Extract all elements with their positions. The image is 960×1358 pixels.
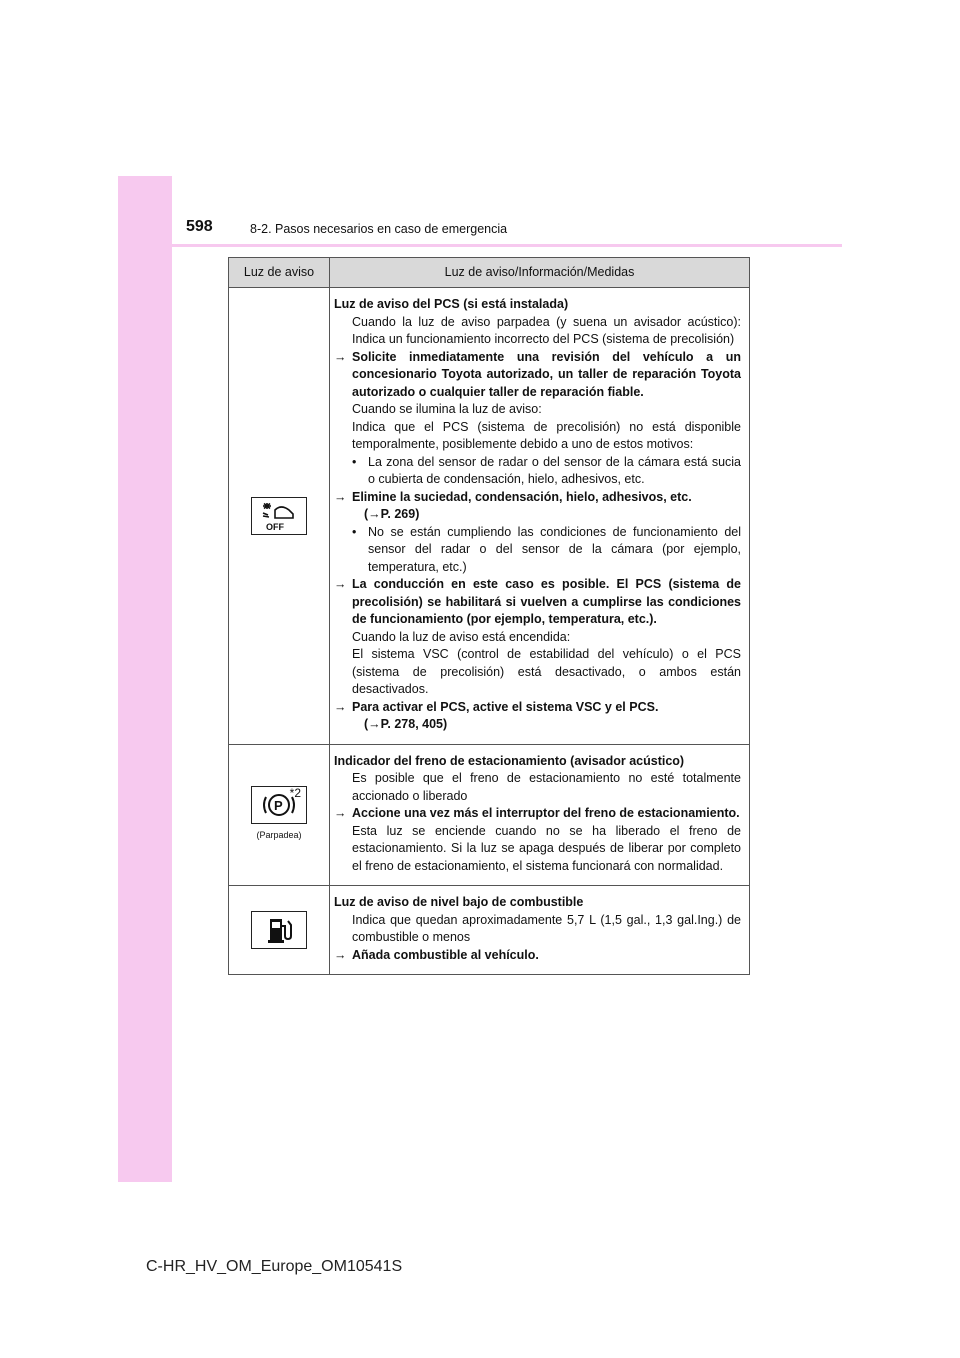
arrow-icon: → bbox=[334, 699, 347, 714]
bullet-icon: • bbox=[352, 524, 357, 539]
table-row-pcs bbox=[229, 288, 750, 745]
page-number: 598 bbox=[186, 218, 213, 235]
row-heading: Indicador del freno de estacionamiento (avisador acústico) bbox=[334, 753, 685, 768]
action-item: → La conducción en este caso es posible. El PCS (sistema de precolisión) se habilitará si vuelven a cumplirse las condiciones de funcionamiento (por ejemplo, temperatura, etc.). bbox=[334, 576, 741, 629]
page-reference: (→P. 269) bbox=[364, 507, 420, 521]
fuel-pump-icon bbox=[251, 911, 307, 949]
action-item: → Elimine la suciedad, condensación, hielo, adhesivos, etc. bbox=[334, 489, 741, 507]
footnote-mark: *2 bbox=[289, 785, 301, 800]
arrow-icon: → bbox=[334, 806, 347, 820]
section-title: 8-2. Pasos necesarios en caso de emergencia bbox=[250, 222, 508, 236]
header-divider bbox=[118, 244, 842, 247]
info-cell bbox=[330, 886, 750, 975]
table-row-fuel bbox=[229, 886, 750, 975]
warning-light-table bbox=[228, 257, 750, 975]
paragraph: El sistema VSC (control de estabilidad del vehículo) o el PCS (sistema de precolisión) está desactivado, o ambos están desactivados. bbox=[352, 647, 741, 696]
row-heading: Luz de aviso de nivel bajo de combustible bbox=[334, 895, 584, 909]
page-reference: (→P. 278, 405) bbox=[364, 717, 448, 731]
bullet-icon: • bbox=[352, 454, 357, 469]
action-item: → Para activar el PCS, active el sistema VSC y el PCS. bbox=[334, 699, 741, 717]
paragraph: Indica que el PCS (sistema de precolisión) no está disponible temporalmente, posiblemente debido a uno de estos motivos: bbox=[352, 419, 741, 451]
arrow-icon: → bbox=[334, 577, 347, 591]
action-item: → Solicite inmediatamente una revisión del vehículo a un concesionario Toyota autorizado, un taller de reparación Toyota autorizado o cualquier taller de reparación fiable. bbox=[334, 349, 741, 402]
icon-cell bbox=[229, 288, 330, 745]
pcs-off-warning-icon bbox=[251, 497, 307, 535]
icon-caption: (Parpadea) bbox=[256, 829, 302, 840]
paragraph: Cuando la luz de aviso parpadea (y suena un avisador acústico): Indica un funcionamiento incorrecto del PCS (sistema de precolisión) bbox=[352, 314, 741, 346]
paragraph: Esta luz se enciende cuando no se ha liberado el freno de estacionamiento. Si la luz se apaga después de liberar por completo el freno de estacionamiento, el sistema funcionará con normalidad. bbox=[352, 823, 741, 873]
table-row-parking-brake bbox=[229, 744, 750, 886]
paragraph: Cuando se ilumina la luz de aviso: bbox=[352, 402, 542, 416]
info-cell bbox=[330, 744, 750, 886]
column-header-info: Luz de aviso/Información/Medidas bbox=[330, 258, 750, 288]
bullet-item: • No se están cumpliendo las condiciones de funcionamiento del sensor del radar o del sensor de la cámara (por ejemplo, temperatura, etc.) bbox=[334, 524, 741, 577]
icon-cell bbox=[229, 886, 330, 975]
chapter-tab bbox=[118, 176, 172, 1182]
arrow-icon: → bbox=[334, 489, 347, 504]
bullet-item: • La zona del sensor de radar o del sensor de la cámara está sucia o cubierta de condensación, hielo, adhesivos, etc. bbox=[334, 454, 741, 489]
info-cell bbox=[330, 288, 750, 745]
svg-text:OFF: OFF bbox=[266, 521, 284, 532]
action-item: → Accione una vez más el interruptor del freno de estacionamiento. bbox=[334, 805, 741, 823]
icon-cell bbox=[229, 744, 330, 886]
table-header-row bbox=[229, 258, 750, 288]
document-footer: C-HR_HV_OM_Europe_OM10541S bbox=[146, 1258, 403, 1275]
svg-text:P: P bbox=[274, 797, 283, 813]
action-item: → Añada combustible al vehículo. bbox=[334, 947, 741, 965]
arrow-icon: → bbox=[334, 947, 347, 962]
arrow-icon: → bbox=[334, 349, 347, 364]
paragraph: Es posible que el freno de estacionamiento no esté totalmente accionado o liberado bbox=[352, 771, 741, 803]
paragraph: Cuando la luz de aviso está encendida: bbox=[352, 629, 571, 644]
column-header-warning-light: Luz de aviso bbox=[229, 258, 330, 288]
paragraph: Indica que quedan aproximadamente 5,7 L (1,5 gal., 1,3 gal.Ing.) de combustible o menos bbox=[352, 912, 741, 944]
row-heading: Luz de aviso del PCS (si está instalada) bbox=[334, 297, 569, 311]
